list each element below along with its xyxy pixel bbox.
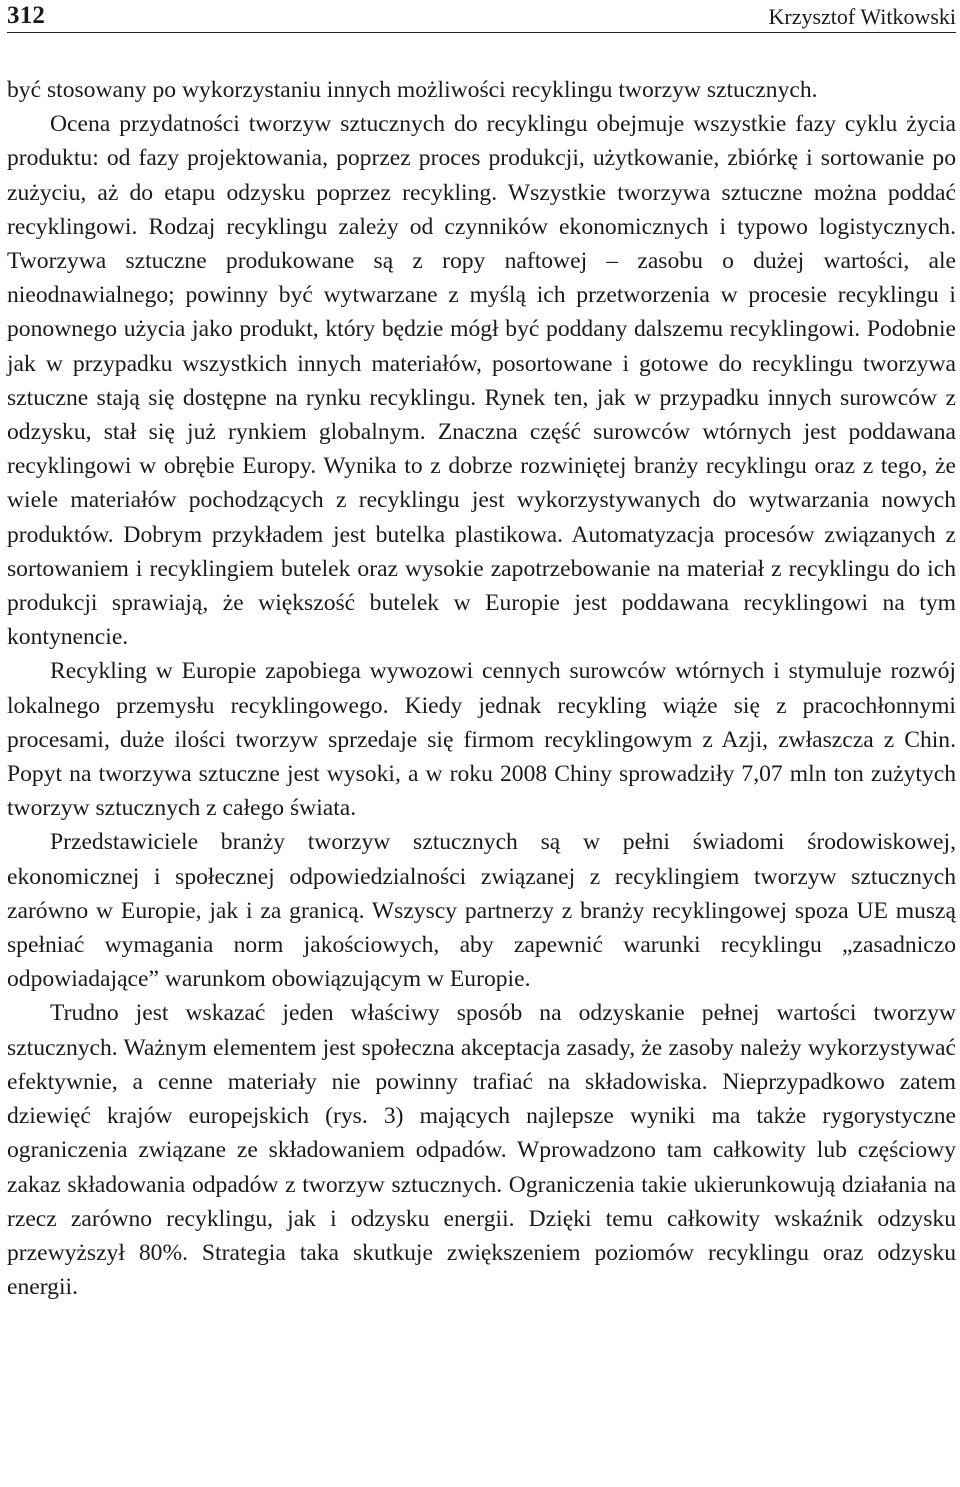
paragraph-continued: być stosowany po wykorzystaniu innych możliwości recyklingu tworzyw sztucznych. <box>7 77 818 103</box>
running-header <box>7 0 956 33</box>
document-page <box>7 0 956 1487</box>
paragraph: Ocena przydatności tworzyw sztucznych do recyklingu obejmuje wszystkie fazy cyklu życia produktu: od fazy projektowania, poprzez proces produkcji, użytkowanie, zbiórkę i sortowanie po zużyciu, aż do etapu odzysku poprzez recykling. Wszystkie tworzywa sztuczne można poddać recyklingowi. Rodzaj recyklingu zależy od czynników ekonomicznych i typowo logistycznych. Tworzywa sztuczne produkowane są z ropy naftowej – zasobu o dużej wartości, ale nieodnawialnego; powinny być wytwarzane z myślą ich przetworzenia w procesie recyklingu i ponownego użycia jako produkt, który będzie mógł być poddany dalszemu recyklingowi. Podobnie jak w przypadku wszystkich innych materiałów, posortowane i gotowe do recyklingu tworzywa sztuczne stają się dostępne na rynku recyklingu. Rynek ten, jak w przypadku innych surowców z odzysku, stał się już rynkiem globalnym. Znaczna część surowców wtórnych jest poddawana recyklingowi w obrębie Europy. Wynika to z dobrze rozwiniętej branży recyklingu oraz z tego, że wiele materiałów pochodzących z recyklingu jest wykorzystywanych do wytwarzania nowych produktów. Dobrym przykładem jest butelka plastikowa. Automatyzacja procesów związanych z sortowaniem i recyklingiem butelek oraz wysokie zapotrzebowanie na materiał z recyklingu do ich produkcji sprawiają, że większość butelek w Europie jest poddawana recyklingowi na tym kontynencie. <box>7 111 956 651</box>
page-number: 312 <box>7 2 46 29</box>
paragraph: Trudno jest wskazać jeden właściwy sposób na odzyskanie pełnej wartości tworzyw sztucznych. Ważnym elementem jest społeczna akceptacja zasady, że zasoby należy wykorzystywać efektywnie, a cenne materiały nie powinny trafiać na składowiska. Nieprzypadkowo zatem dziewięć krajów europejskich (rys. 3) mających najlepsze wyniki ma także rygorystyczne ograniczenia związane ze składowaniem odpadów. Wprowadzono tam całkowity lub częściowy zakaz składowania odpadów z tworzyw sztucznych. Ograniczenia takie ukierunkowują działania na rzecz zarówno recyklingu, jak i odzysku energii. Dzięki temu całkowity wskaźnik odzysku przewyższył 80%. Strategia taka skutkuje zwiększeniem poziomów recyklingu oraz odzysku energii. <box>7 1000 956 1301</box>
running-author: Krzysztof Witkowski <box>768 4 956 29</box>
paragraph: Przedstawiciele branży tworzyw sztucznych są w pełni świadomi środowiskowej, ekonomicznej i społecznej odpowiedzialności związanej z recyklingiem tworzyw sztucznych zarówno w Europie, jak i za granicą. Wszyscy partnerzy z branży recyklingowej spoza UE muszą spełniać wymagania norm jakościowych, aby zapewnić warunki recyklingu „zasadniczo odpowiadające” warunkom obowiązującym w Europie. <box>7 829 956 993</box>
paragraph: Recykling w Europie zapobiega wywozowi cennych surowców wtórnych i stymuluje rozwój lokalnego przemysłu recyklingowego. Kiedy jednak recykling wiąże się z pracochłonnymi procesami, duże ilości tworzyw sprzedaje się firmom recyklingowym z Azji, zwłaszcza z Chin. Popyt na tworzywa sztuczne jest wysoki, a w roku 2008 Chiny sprowadziły 7,07 mln ton zużytych tworzyw sztucznych z całego świata. <box>7 658 956 822</box>
body-text <box>7 73 956 1304</box>
